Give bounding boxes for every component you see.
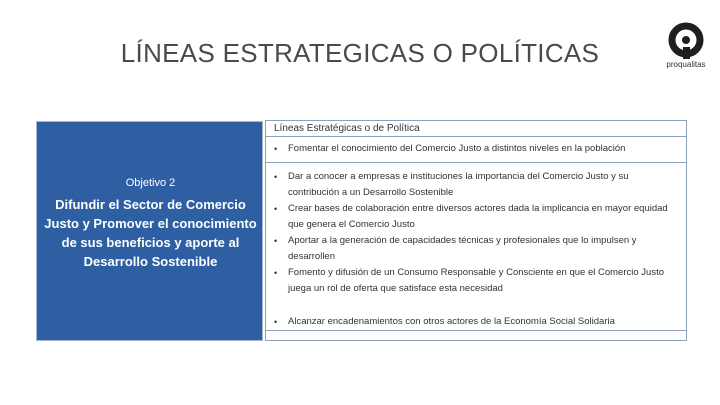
list-item (274, 169, 682, 201)
objective-label: Objetivo 2 (125, 177, 176, 189)
list-item (274, 314, 682, 330)
slide-title: LÍNEAS ESTRATEGICAS O POLÍTICAS (120, 38, 600, 68)
list-item-text: Dar a conocer a empresas e instituciones la importancia del Comercio Justo y su contribución a un Desarrollo Sostenible (288, 171, 629, 198)
proqualitas-q-logo-icon (661, 20, 711, 62)
table-row (266, 137, 686, 163)
logo-wordmark: proqualitas (666, 60, 706, 69)
objective-text: Difundir el Sector de Comercio Justo y Promover el conocimiento de sus beneficios y aporte al Desarrollo Sostenible (44, 197, 257, 269)
list-item (274, 141, 682, 157)
table-row (266, 304, 686, 340)
objective-panel (36, 121, 263, 341)
bullet-icon: • (274, 204, 278, 214)
list-item-text: Aportar a la generación de capacidades técnicas y profesionales que lo impulsen y desarrollen (288, 235, 637, 262)
bullet-icon: • (274, 172, 278, 182)
bullet-icon: • (274, 236, 278, 246)
list-item (274, 201, 682, 233)
proqualitas-logo (658, 20, 714, 75)
list-item-text: Fomentar el conocimiento del Comercio Justo a distintos niveles en la población (288, 143, 626, 154)
list-item-text: Alcanzar encadenamientos con otros actores de la Economía Social Solidaria (288, 316, 615, 327)
strategic-lines-table (265, 120, 687, 341)
list-item-text: Crear bases de colaboración entre diversos actores dada la implicancia en mayor equidad que genera el Comercio Justo (288, 203, 668, 230)
list-item (274, 265, 682, 297)
bullet-icon: • (274, 268, 278, 278)
table-header: Líneas Estratégicas o de Política (266, 121, 686, 137)
bullet-icon: • (274, 144, 278, 154)
bullet-icon: • (274, 317, 278, 327)
list-item (274, 233, 682, 265)
list-item-text: Fomento y difusión de un Consumo Responsable y Consciente en que el Comercio Justo juega un rol de oferta que satisface esta necesidad (288, 267, 664, 294)
